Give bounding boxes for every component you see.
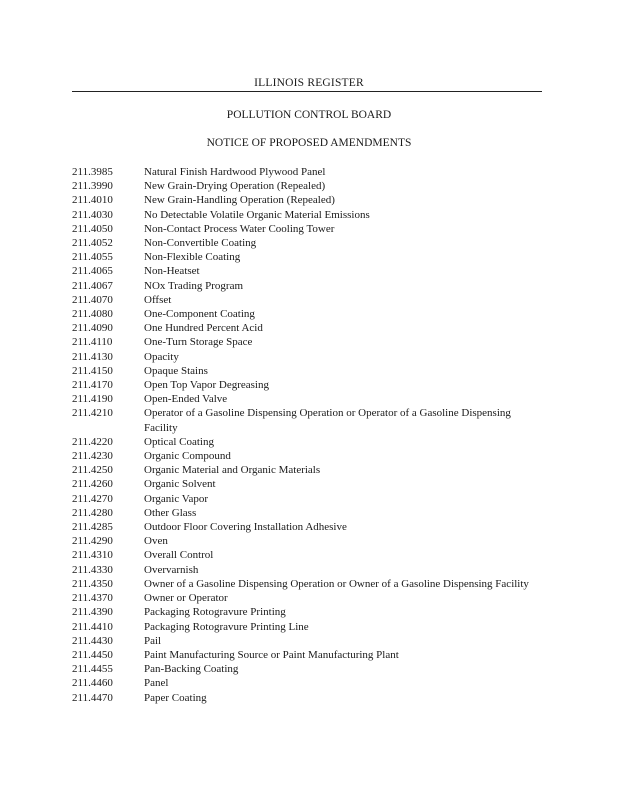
- defined-term: Overall Control: [144, 549, 214, 562]
- list-item: [72, 577, 542, 591]
- list-item: [72, 691, 542, 705]
- section-number: 211.4070: [72, 293, 113, 306]
- defined-term: Organic Solvent: [144, 478, 216, 491]
- section-number: 211.4290: [72, 535, 113, 548]
- list-item: [72, 350, 542, 364]
- section-number: 211.4390: [72, 606, 113, 619]
- section-number: 211.4230: [72, 450, 113, 463]
- section-number: 211.4470: [72, 691, 113, 704]
- section-number: 211.4010: [72, 194, 113, 207]
- list-item: [72, 648, 542, 662]
- section-number: 211.4450: [72, 648, 113, 661]
- defined-term: Panel: [144, 677, 169, 690]
- list-item: [72, 236, 542, 250]
- section-number: 211.4370: [72, 592, 113, 605]
- defined-term: Pan-Backing Coating: [144, 663, 239, 676]
- defined-term: Opaque Stains: [144, 364, 208, 377]
- list-item: [72, 662, 542, 676]
- defined-term: Oven: [144, 535, 168, 548]
- defined-term: Organic Compound: [144, 450, 231, 463]
- list-item: [72, 506, 542, 520]
- list-item: [72, 463, 542, 477]
- list-item: [72, 449, 542, 463]
- list-item: [72, 293, 542, 307]
- defined-term: Non-Convertible Coating: [144, 237, 257, 250]
- section-number: 211.4052: [72, 237, 113, 250]
- defined-term: Non-Flexible Coating: [144, 251, 241, 264]
- list-item: [72, 634, 542, 648]
- section-number: 211.4190: [72, 393, 113, 406]
- defined-term: Owner of a Gasoline Dispensing Operation or Owner of a Gasoline Dispensing Facility: [144, 577, 529, 590]
- list-item: [72, 222, 542, 236]
- list-item: [72, 435, 542, 449]
- list-item: [72, 406, 542, 434]
- defined-term: Pail: [144, 634, 162, 647]
- defined-term: Organic Vapor: [144, 492, 209, 505]
- defined-term: Outdoor Floor Covering Installation Adhesive: [144, 521, 347, 534]
- section-number: 211.4050: [72, 222, 113, 235]
- defined-term: Opacity: [144, 350, 179, 363]
- section-number: 211.3985: [72, 166, 113, 178]
- defined-term: Natural Finish Hardwood Plywood Panel: [144, 166, 326, 178]
- section-number: 211.4270: [72, 492, 113, 505]
- defined-term: Packaging Rotogravure Printing: [144, 606, 286, 619]
- defined-term: NOx Trading Program: [144, 279, 244, 292]
- section-number: 211.4090: [72, 322, 113, 335]
- section-number: 211.4150: [72, 364, 113, 377]
- definitions-list: [72, 165, 542, 705]
- list-item: [72, 492, 542, 506]
- list-item: [72, 378, 542, 392]
- section-number: 211.4170: [72, 379, 113, 392]
- list-item: [72, 250, 542, 264]
- section-number: 211.4330: [72, 563, 113, 576]
- defined-term: Non-Contact Process Water Cooling Tower: [144, 222, 335, 235]
- list-item: [72, 364, 542, 378]
- list-item: [72, 520, 542, 534]
- list-item: [72, 477, 542, 491]
- list-item: [72, 591, 542, 605]
- board-name: POLLUTION CONTROL BOARD: [226, 109, 392, 121]
- defined-term: One Hundred Percent Acid: [144, 322, 263, 335]
- defined-term: Overvarnish: [144, 563, 199, 576]
- section-number: 211.4250: [72, 464, 113, 477]
- defined-term: Optical Coating: [144, 435, 214, 448]
- defined-term: Paint Manufacturing Source or Paint Manufacturing Plant: [144, 648, 399, 661]
- list-item: [72, 193, 542, 207]
- section-number: 211.4067: [72, 279, 113, 292]
- defined-term: Paper Coating: [144, 691, 207, 704]
- defined-term: Other Glass: [144, 506, 197, 519]
- defined-term: New Grain-Drying Operation (Repealed): [144, 180, 326, 193]
- list-item: [72, 307, 542, 321]
- section-number: 211.4220: [72, 435, 113, 448]
- defined-term: Organic Material and Organic Materials: [144, 464, 321, 477]
- defined-term: One-Component Coating: [144, 308, 255, 321]
- defined-term: One-Turn Storage Space: [144, 336, 253, 349]
- list-item: [72, 676, 542, 690]
- section-number: 211.4430: [72, 634, 113, 647]
- section-number: 211.4210: [72, 407, 113, 420]
- section-number: 211.4350: [72, 577, 113, 590]
- defined-term: Non-Heatset: [144, 265, 200, 278]
- defined-term: Operator of a Gasoline Dispensing Operation or Operator of a Gasoline Dispensing Facility: [144, 407, 511, 434]
- section-number: 211.3990: [72, 180, 113, 193]
- list-item: [72, 208, 542, 222]
- defined-term: No Detectable Volatile Organic Material Emissions: [144, 208, 370, 221]
- defined-term: Offset: [144, 293, 172, 306]
- section-number: 211.4065: [72, 265, 113, 278]
- defined-term: Open Top Vapor Degreasing: [144, 379, 269, 392]
- list-item: [72, 335, 542, 349]
- list-item: [72, 605, 542, 619]
- section-number: 211.4410: [72, 620, 113, 633]
- section-number: 211.4260: [72, 478, 113, 491]
- list-item: [72, 534, 542, 548]
- section-number: 211.4460: [72, 677, 113, 690]
- register-title: ILLINOIS REGISTER: [254, 77, 364, 89]
- list-item: [72, 264, 542, 278]
- list-item: [72, 165, 542, 179]
- section-number: 211.4455: [72, 663, 113, 676]
- notice-title: NOTICE OF PROPOSED AMENDMENTS: [206, 137, 412, 149]
- section-number: 211.4310: [72, 549, 113, 562]
- list-item: [72, 548, 542, 562]
- list-item: [72, 179, 542, 193]
- list-item: [72, 279, 542, 293]
- defined-term: Packaging Rotogravure Printing Line: [144, 620, 309, 633]
- section-number: 211.4055: [72, 251, 113, 264]
- list-item: [72, 563, 542, 577]
- list-item: [72, 321, 542, 335]
- section-number: 211.4080: [72, 308, 113, 321]
- list-item: [72, 392, 542, 406]
- section-number: 211.4030: [72, 208, 113, 221]
- defined-term: Open-Ended Valve: [144, 393, 228, 406]
- section-number: 211.4130: [72, 350, 113, 363]
- list-item: [72, 620, 542, 634]
- section-number: 211.4285: [72, 521, 113, 534]
- section-number: 211.4280: [72, 506, 113, 519]
- header-rule: [72, 91, 542, 92]
- defined-term: New Grain-Handling Operation (Repealed): [144, 194, 335, 207]
- defined-term: Owner or Operator: [144, 592, 228, 605]
- section-number: 211.4110: [72, 336, 113, 349]
